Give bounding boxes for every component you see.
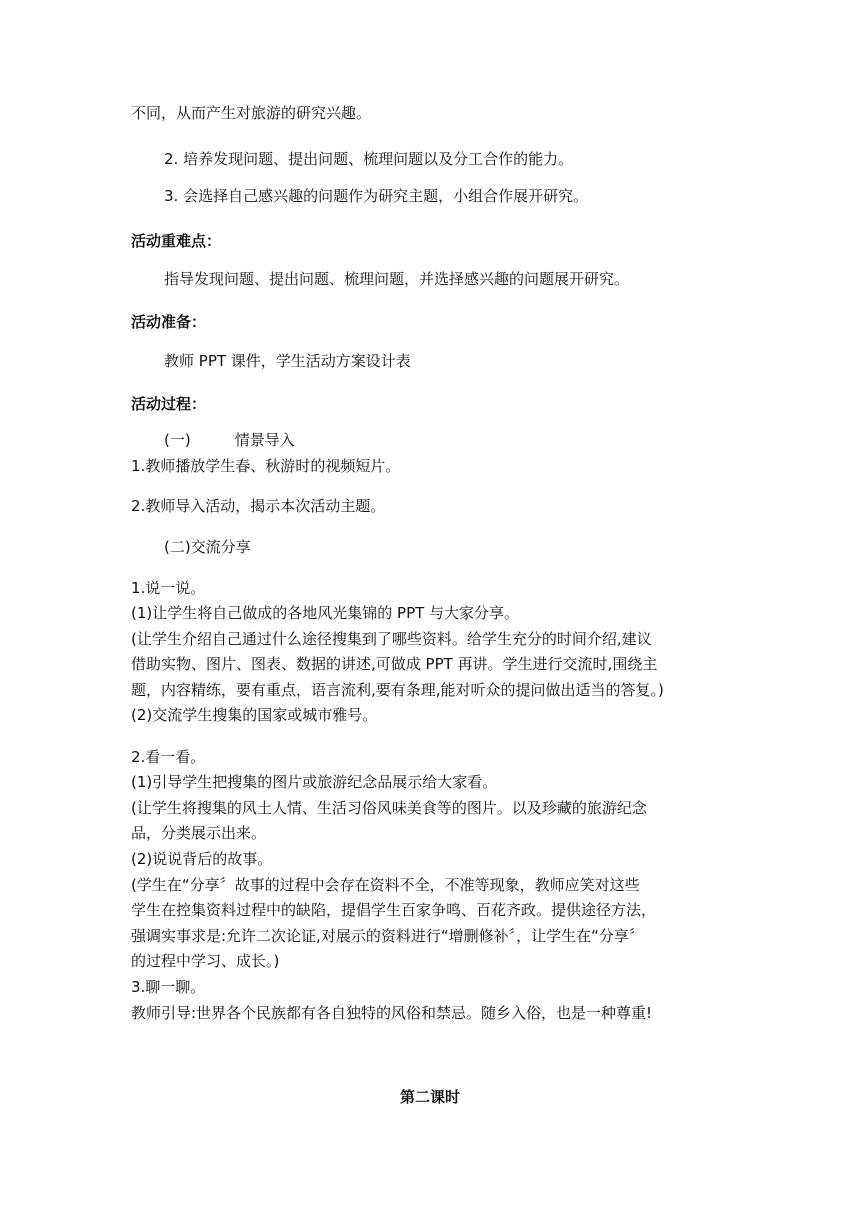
- paragraph-line: 2.教师导入活动，揭示本次活动主题。: [131, 497, 386, 515]
- paragraph-line: (2)说说背后的故事。: [131, 850, 273, 868]
- paragraph-line: 不同，从而产生对旅游的研究兴趣。: [131, 104, 372, 122]
- heading-preparation: 活动准备：: [131, 313, 207, 331]
- paragraph-line: (1)引导学生把搜集的图片或旅游纪念品展示给大家看。: [131, 773, 498, 791]
- paragraph-line: 3.聊一聊。: [131, 978, 206, 996]
- heading-key-difficulties: 活动重难点：: [131, 232, 222, 250]
- paragraph-line: 学生在控集资料过程中的缺陷，提倡学生百家争鸣、百花齐政。提供途径方法，: [131, 901, 657, 919]
- paragraph-line: (1)让学生将自己做成的各地风光集锦的 PPT 与大家分享。: [131, 604, 520, 622]
- paragraph-line: 指导发现问题、提出问题、梳理问题，并选择感兴趣的问题展开研究。: [164, 270, 630, 288]
- paragraph-line: (让学生介绍自己通过什么途径搜集到了哪些资料。给学生充分的时间介绍,建议: [131, 630, 652, 648]
- section-title: 情景导入: [234, 431, 295, 449]
- paragraph-line: 的过程中学习、成长。): [131, 952, 280, 970]
- paragraph-line: 教师引导:世界各个民族都有各自独特的风俗和禁忌。随乡入俗，也是一种尊重!: [131, 1004, 653, 1022]
- goal-item-3: 3. 会选择自己感兴趣的问题作为研究主题，小组合作展开研究。: [164, 187, 589, 205]
- paragraph-line: 强调实事求是:允许二次论证,对展示的资料进行“增删修补〞，让学生在“分享〞: [131, 927, 644, 945]
- heading-process: 活动过程：: [131, 395, 207, 413]
- paragraph-line: 2.看一看。: [131, 748, 206, 766]
- paragraph-line: 1.说一说。: [131, 579, 206, 597]
- lesson-title: 第二课时: [399, 1088, 460, 1106]
- goal-item-2: 2. 培养发现问题、提出问题、梳理问题以及分工合作的能力。: [164, 150, 574, 168]
- paragraph-line: 品，分类展示出来。: [131, 824, 267, 842]
- section-heading-2: (二)交流分享: [164, 538, 251, 556]
- paragraph-line: 教师 PPT 课件，学生活动方案设计表: [164, 352, 411, 370]
- section-heading-1: [164, 430, 764, 450]
- paragraph-line: 借助实物、图片、图表、数据的讲述,可做成 PPT 再讲。学生进行交流时,围绕主: [131, 655, 658, 673]
- paragraph-line: 题，内容精练，要有重点，语言流利,要有条理,能对听众的提问做出适当的答复。): [131, 681, 664, 699]
- paragraph-line: (2)交流学生搜集的国家或城市雅号。: [131, 706, 378, 724]
- section-number: (一): [164, 431, 191, 449]
- paragraph-line: (让学生将搜集的风土人情、生活习俗风味美食等的图片。以及珍藏的旅游纪念: [131, 799, 647, 817]
- paragraph-line: (学生在“分享〞故事的过程中会存在资料不全，不准等现象，教师应笑对这些: [131, 876, 640, 894]
- paragraph-line: 1.教师播放学生春、秋游时的视频短片。: [131, 457, 401, 475]
